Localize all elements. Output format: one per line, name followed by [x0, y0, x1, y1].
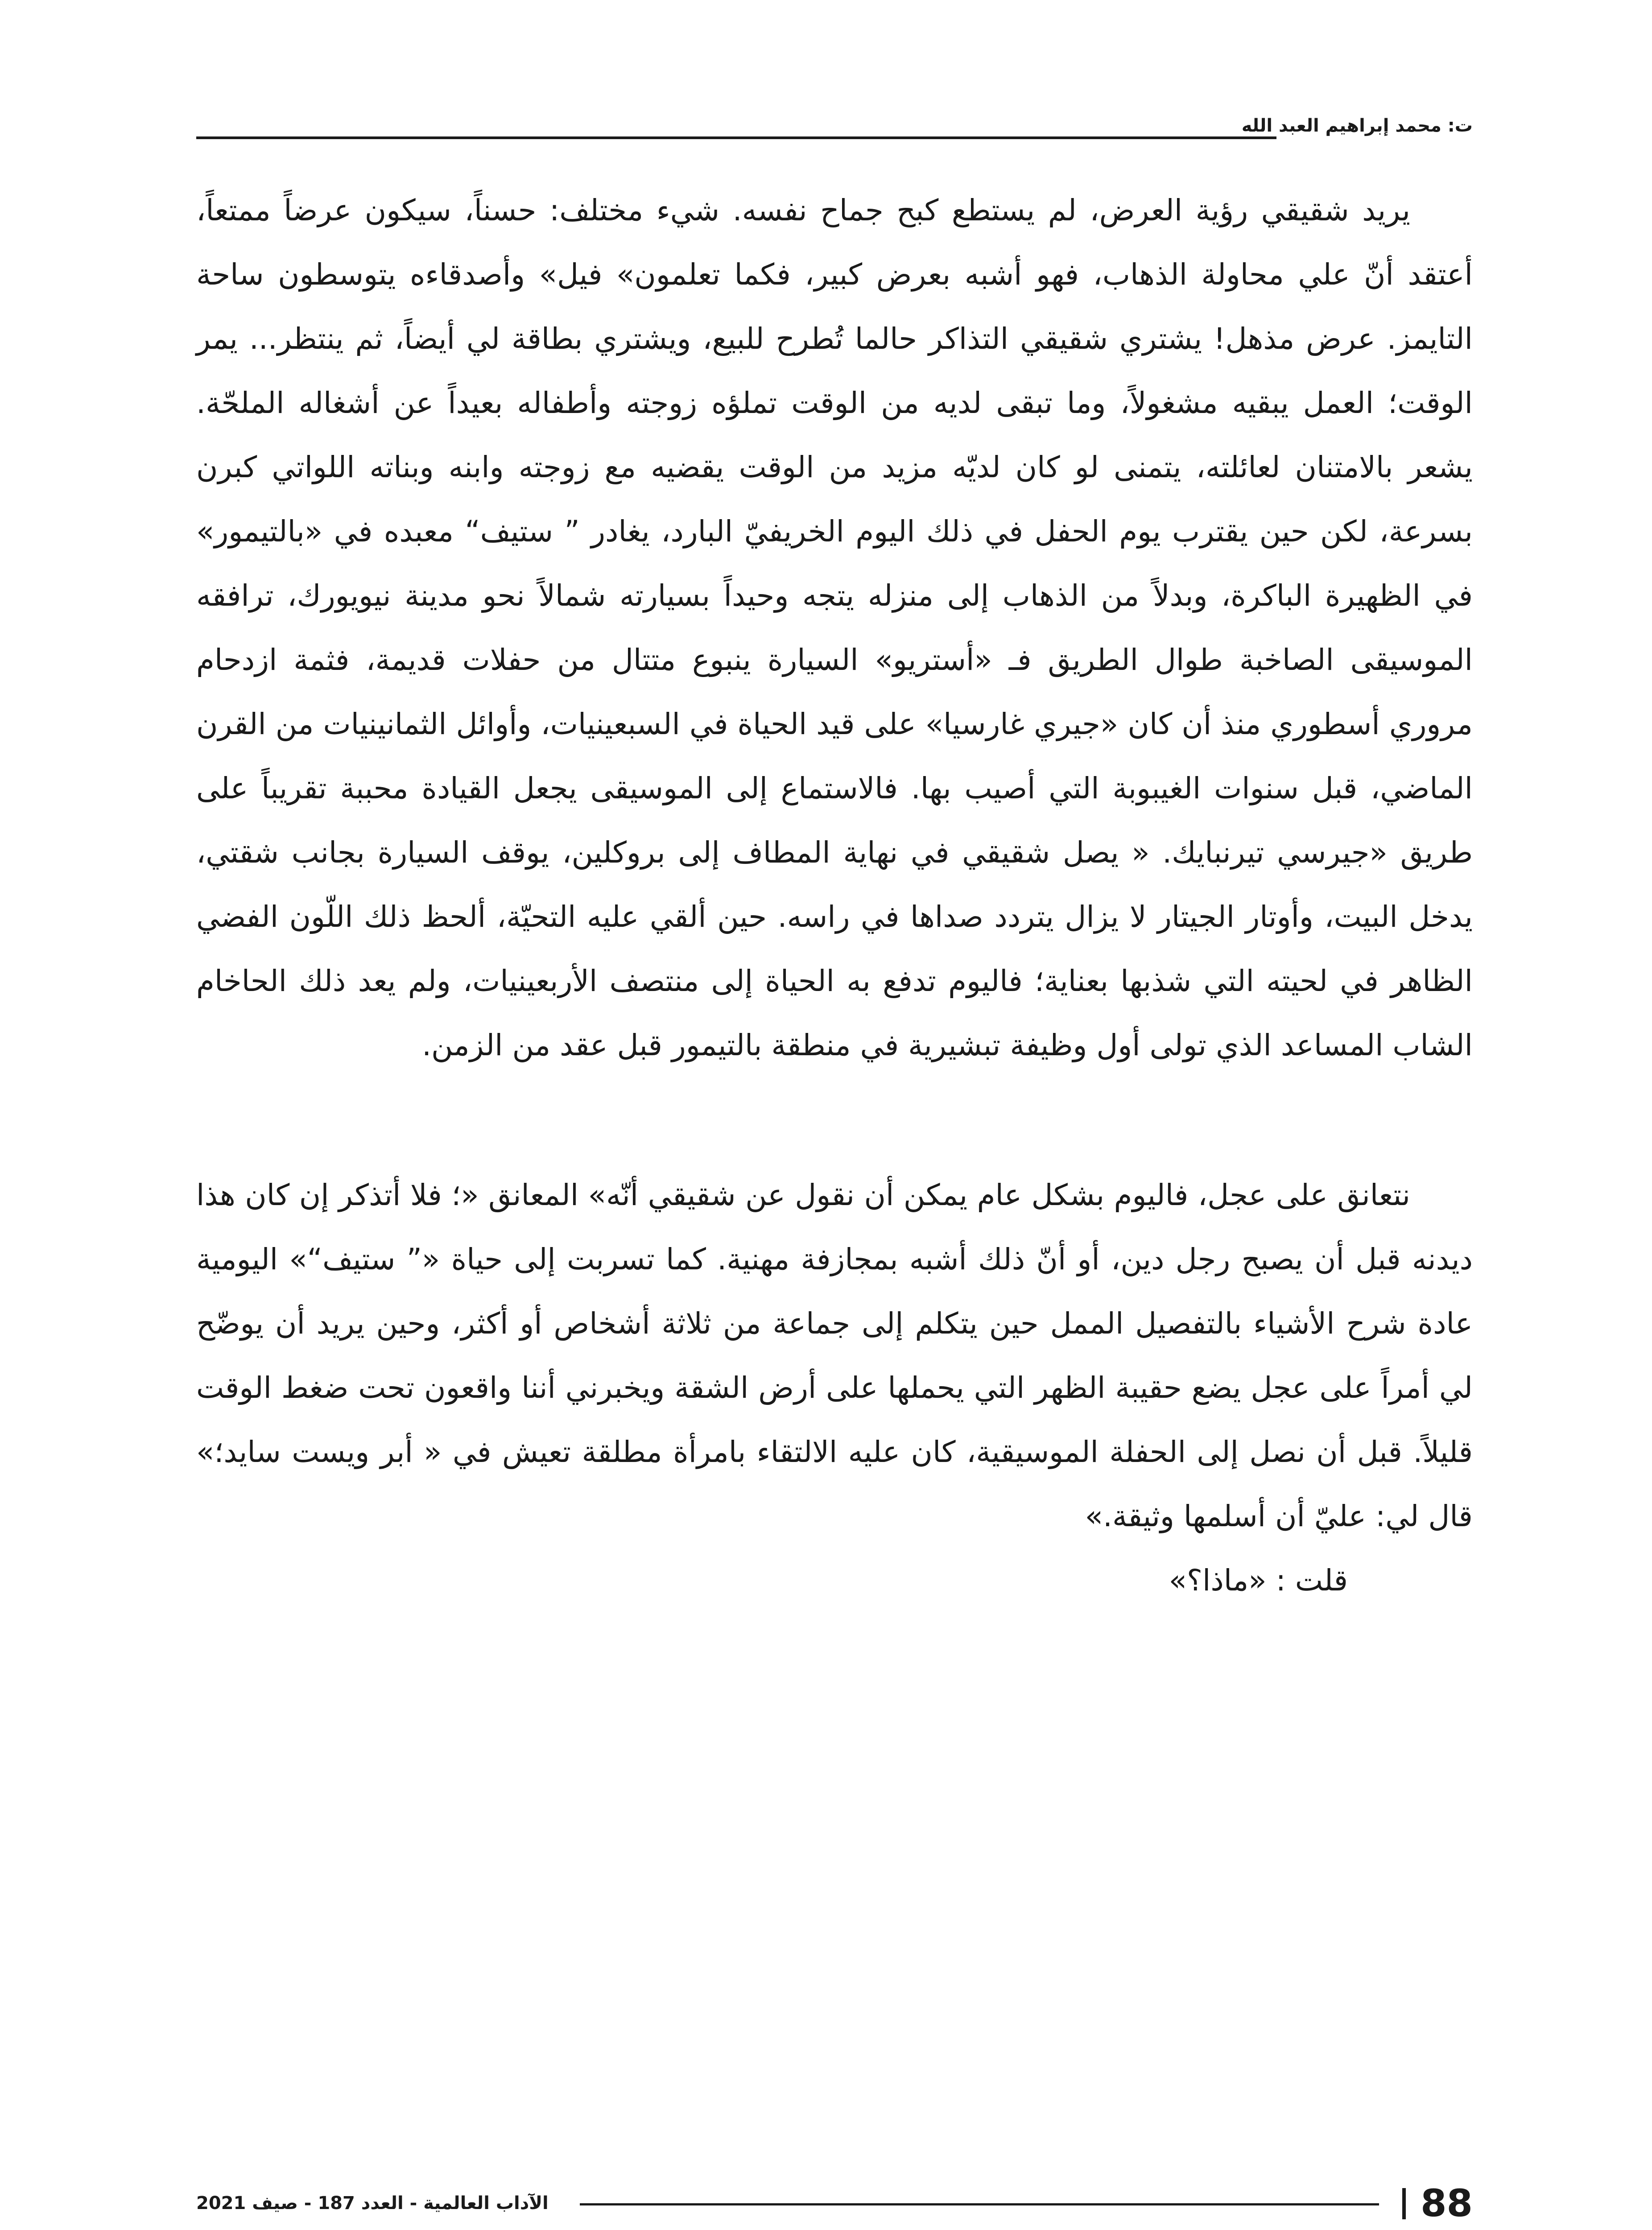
- footer-separator: [1402, 2188, 1406, 2219]
- publication-info: الآداب العالمية - العدد 187 - صيف 2021: [196, 2193, 549, 2213]
- article-body: [196, 178, 1473, 1613]
- page-footer: [196, 2176, 1473, 2230]
- footer-rule: [580, 2203, 1379, 2205]
- paragraph: يريد شقيقي رؤية العرض، لم يستطع كبح جماح نفسه. شيء مختلف: حسناً، سيكون عرضاً ممتعاً، أعتقد أنّ علي محاولة الذهاب، فهو أشبه بعرض كبير، فكما تعلمون» فيل» وأصدقاءه يتوسطون ساحة التايمز. عرض مذهل! يشتري شقيقي التذاكر حالما تُطرح للبيع، ويشتري بطاقة لي أيضاً، ثم ينتظر... يمر الوقت؛ العمل يبقيه مشغولاً، وما تبقى لديه من الوقت تملؤه زوجته وأطفاله بعيداً عن أشغاله الملحّة. يشعر بالامتنان لعائلته، يتمنى لو كان لديّه مزيد من الوقت يقضيه مع زوجته وابنه وبناته اللواتي كبرن بسرعة، لكن حين يقترب يوم الحفل في ذلك اليوم الخريفيّ البارد، يغادر ” ستيف“ معبده في «بالتيمور» في الظهيرة الباكرة، وبدلاً من الذهاب إلى منزله يتجه وحيداً بسيارته شمالاً نحو مدينة نيويورك، ترافقه الموسيقى الصاخبة طوال الطريق فـ «أستريو» السيارة ينبوع متتال من حفلات قديمة، فثمة ازدحام مروري أسطوري منذ أن كان «جيري غارسيا» على قيد الحياة في السبعينيات، وأوائل الثمانينيات من القرن الماضي، قبل سنوات الغيبوبة التي أصيب بها. فالاستماع إلى الموسيقى يجعل القيادة محببة تقريباً على طريق «جيرسي تيرنبايك. « يصل شقيقي في نهاية المطاف إلى بروكلين، يوقف السيارة بجانب شقتي، يدخل البيت، وأوتار الجيتار لا يزال يتردد صداها في راسه. حين ألقي عليه التحيّة، ألحظ ذلك اللّون الفضي الظاهر في لحيته التي شذبها بعناية؛ فاليوم تدفع به الحياة إلى منتصف الأربعينيات، ولم يعد ذلك الحاخام الشاب المساعد الذي تولى أول وظيفة تبشيرية في منطقة بالتيمور قبل عقد من الزمن.: [196, 193, 1473, 1062]
- running-header: [196, 112, 1473, 148]
- page-number: 88: [1421, 2181, 1473, 2225]
- dialogue-line: قلت : «ماذا؟»: [1169, 1563, 1348, 1598]
- paragraph: نتعانق على عجل، فاليوم بشكل عام يمكن أن نقول عن شقيقي أنّه» المعانق «؛ فلا أتذكر إن كان هذا ديدنه قبل أن يصبح رجل دين، أو أنّ ذلك أشبه بمجازفة مهنية. كما تسربت إلى حياة «” ستيف“» اليومية عادة شرح الأشياء بالتفصيل الممل حين يتكلم إلى جماعة من ثلاثة أشخاص أو أكثر، وحين يريد أن يوضّح لي أمراً على عجل يضع حقيبة الظهر التي يحملها على أرض الشقة ويخبرني أننا واقعون تحت ضغط الوقت قليلاً. قبل أن نصل إلى الحفلة الموسيقية، كان عليه الالتقاء بامرأة مطلقة تعيش في « أبر ويست سايد؛» قال لي: عليّ أن أسلمها وثيقة.»: [196, 1178, 1473, 1533]
- header-rule: [196, 136, 1276, 139]
- translator-credit: ت: محمد إبراهيم العبد الله: [1241, 116, 1473, 136]
